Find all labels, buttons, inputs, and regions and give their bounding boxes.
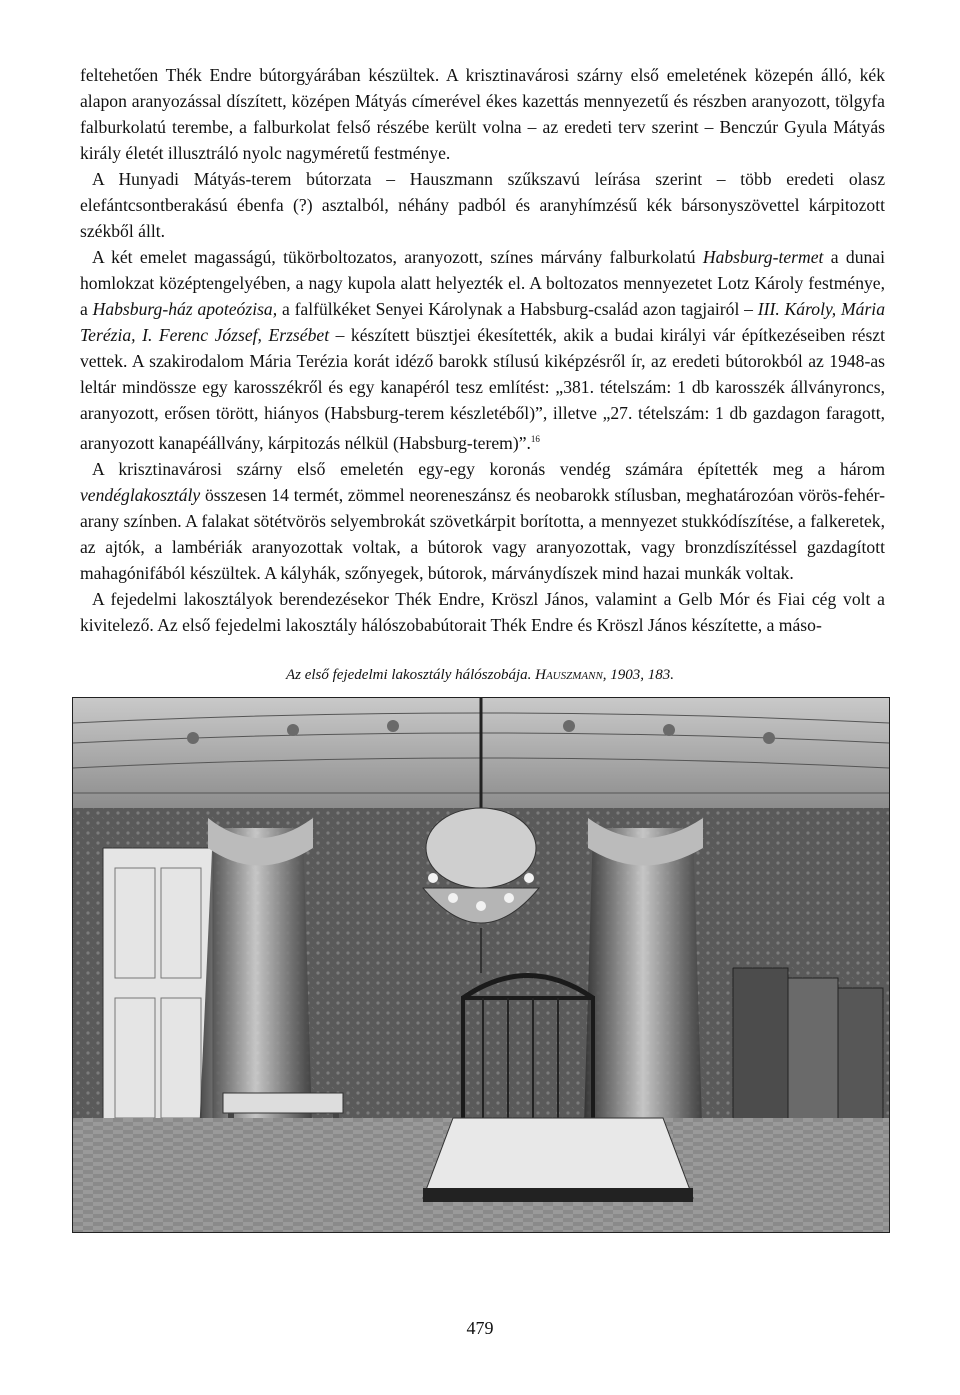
- bedroom-photograph: [72, 697, 890, 1233]
- caption-reference: , 1903, 183.: [602, 667, 675, 683]
- caption-text: Az első fejedelmi lakosztály hálószobája.: [285, 667, 532, 683]
- body-text: [80, 62, 885, 638]
- text-run: A Hunyadi Mátyás-terem bútorzata – Hauszmann szűkszavú leírása szerint – több eredeti olasz elefántcsontberakású ébenfa (?) asztalból, néhány padból és aranyhímzésű kék bársonyszövettel kárpitozott székből állt.: [80, 169, 885, 241]
- text-run: feltehetően Thék Endre bútorgyárában készültek. A krisztinavárosi szárny első emeletének közepén álló, kék alapon aranyozással díszített, középen Mátyás címerével ékes kazettás mennyezetű és részben aranyozott, tölgyfa falburkolatú terembe, a falburkolat felső részébe került volna – az eredeti terv szerint – Benczúr Gyula Mátyás király életét illusztráló nyolc nagyméretű festménye.: [80, 65, 885, 163]
- paragraph: [80, 62, 885, 166]
- paragraph: [80, 244, 885, 456]
- bedroom-photo-illustration: [73, 698, 889, 1232]
- italic-text: Habsburg-termet: [702, 247, 824, 267]
- italic-text: vendéglakosztály: [80, 484, 201, 505]
- text-run: a falfülkéket Senyei Károlynak a Habsburg-család azon tagjairól –: [277, 299, 758, 319]
- text-run: A fejedelmi lakosztályok berendezésekor Thék Endre, Kröszl János, valamint a Gelb Mór és Fiai cég volt a kivitelező. Az első fejedelmi lakosztály hálószobabútorait Thék Endre és Kröszl János készítette, a máso-: [80, 588, 885, 635]
- footnote-ref: 16: [530, 434, 540, 444]
- italic-text: Habsburg-ház apoteózisa,: [92, 299, 278, 319]
- text-run: a dunai homlokzat középtengelyében, a nagy kupola alatt helyezték el. A boltozatos mennyezetet Lotz Károly festménye, a: [80, 247, 885, 319]
- paragraph: [80, 586, 885, 638]
- text-run: A krisztinavárosi szárny első emeletén egy-egy koronás vendég számára építették meg a három: [92, 458, 885, 479]
- text-run: összesen 14 termét, zömmel neoreneszánsz és neobarokk stílusban, meghatározóan vörös-fehér-arany színben. A falakat sötétvörös selyembrokát szövetkárpit borította, a mennyezet stukkódíszítése, a falkeretek, az ajtók, a lambériák aranyozottak voltak, a bútorok vagy aranyozottak, vagy bronzdíszítéssel gazdagított mahagónifából készültek. A kályhák, szőnyegek, bútorok, márványdíszek mind hazai munkák voltak.: [80, 484, 885, 583]
- text-run: – készített büsztjei ékesítették, akik a budai királyi vár építkezéseiben részt vettek. A szakirodalom Mária Terézia korát idéző barokk stílusú kiképzésről ír, az eredeti bútorokból az 1948-as leltár mindössze egy karosszékről és egy kanapéról tesz említést: „381. tételszám: 1 db karosszék állványroncs, aranyozott, erősen törött, hiányos (Habsburg-terem készletéből)”, illetve „27. tételszám: 1 db gazdagon faragott, aranyozott kanapéállvány, kárpitozás nélkül (Habsburg-terem)”.: [80, 325, 885, 453]
- figure-caption: [80, 667, 880, 684]
- paragraph: [80, 456, 885, 586]
- page-number: 479: [466, 1318, 494, 1338]
- paragraph: [80, 166, 885, 244]
- italic-text: III. Károly, Mária Terézia, I. Ferenc József, Erzsébet: [80, 299, 885, 345]
- caption-author: Hauszmann: [535, 667, 603, 683]
- text-run: A két emelet magasságú, tükörboltozatos, aranyozott, színes márvány falburkolatú: [92, 247, 703, 267]
